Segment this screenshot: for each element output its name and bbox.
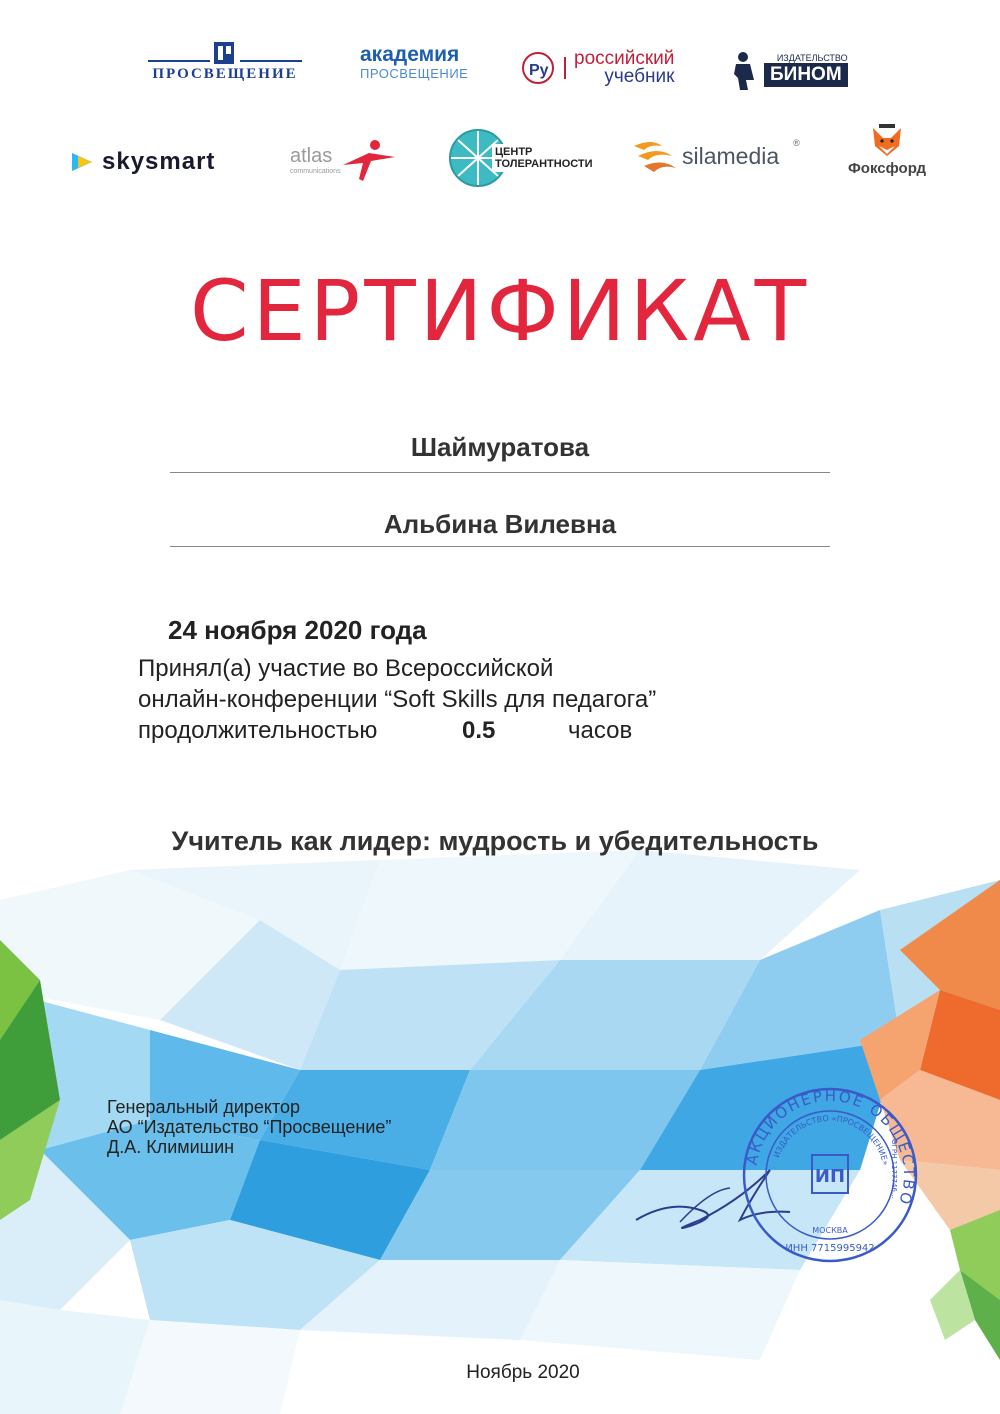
foxford-label: Фоксфорд [848, 160, 927, 177]
prosveshchenie-emblem-icon [148, 40, 302, 66]
duration-unit: часов [568, 717, 633, 744]
issue-month: Ноябрь 2020 [466, 1362, 580, 1383]
logo-silamedia [632, 138, 800, 174]
logo-rossiyskiy-uchebnik [520, 50, 674, 86]
given-names-underline [170, 546, 830, 547]
logo-binom [732, 50, 848, 90]
ru-label-bottom: учебник [604, 66, 675, 87]
duration-label: продолжительностью [138, 717, 378, 744]
logo-skysmart [70, 148, 215, 176]
certificate-title: СЕРТИФИКАТ [189, 262, 811, 360]
svg-text:Py: Py [529, 62, 549, 79]
ru-label-top: российский [574, 48, 675, 69]
atlas-sublabel: communications [290, 168, 341, 175]
ru-emblem-icon [520, 50, 556, 86]
participation-line: Принял(а) участие во Всероссийской [138, 655, 554, 682]
stamp-ogrn: ОГРН 1177746… [890, 1139, 898, 1199]
stamp-emblem-icon: ИП [814, 1166, 846, 1187]
binom-label: БИНОМ [764, 63, 848, 87]
stamp-outer-text: АКЦИОНЕРНОЕ ОБЩЕСТВО [742, 1086, 919, 1209]
logo-foxford [848, 124, 926, 177]
tolerance-label-bottom: ТОЛЕРАНТНОСТИ [495, 158, 593, 170]
signer-position: Генеральный директор [107, 1097, 301, 1117]
registered-mark-icon: ® [793, 138, 800, 148]
akademia-label: академия [360, 43, 460, 66]
stamp-inner-text: ИЗДАТЕЛЬСТВО «ПРОСВЕЩЕНИЕ» [772, 1113, 891, 1167]
conference-line: онлайн-конференции “Soft Skills для педагога” [138, 686, 657, 713]
logo-akademia [360, 44, 468, 81]
fox-icon [869, 124, 905, 160]
skysmart-label: skysmart [102, 148, 216, 175]
event-date: 24 ноября 2020 года [168, 615, 427, 645]
binom-figure-icon [732, 50, 758, 90]
stamp-inn: ИНН 7715995942 [785, 1243, 875, 1254]
svg-text:ИЗДАТЕЛЬСТВО «ПРОСВЕЩЕНИЕ» [772, 1114, 890, 1166]
signer-company: АО “Издательство “Просвещение” [107, 1117, 392, 1137]
silamedia-wave-icon [632, 138, 678, 174]
akademia-sublabel: ПРОСВЕЩЕНИЕ [360, 66, 469, 81]
duration-value: 0.5 [462, 717, 496, 744]
silamedia-label: silamedia [682, 142, 780, 169]
atlas-label: atlas [290, 145, 333, 167]
prosveshchenie-label: ПРОСВЕЩЕНИЕ [152, 66, 298, 82]
logo-atlas [290, 135, 397, 185]
tolerance-label-top: ЦЕНТР [495, 146, 533, 158]
binom-sublabel: ИЗДАТЕЛЬСТВО [776, 53, 848, 63]
session-topic: Учитель как лидер: мудрость и убедительность [171, 826, 819, 856]
recipient-given-names: Альбина Вилевна [383, 509, 617, 539]
surname-underline [170, 472, 830, 473]
company-stamp [740, 1085, 920, 1265]
atlas-figure-icon [341, 135, 397, 185]
logo-tolerance-center [448, 128, 596, 188]
recipient-surname: Шаймуратова [410, 432, 590, 462]
skysmart-play-icon [70, 151, 96, 173]
stamp-city: МОСКВА [812, 1226, 848, 1235]
logo-prosveshchenie [148, 35, 302, 83]
signer-name: Д.А. Климишин [107, 1137, 235, 1157]
